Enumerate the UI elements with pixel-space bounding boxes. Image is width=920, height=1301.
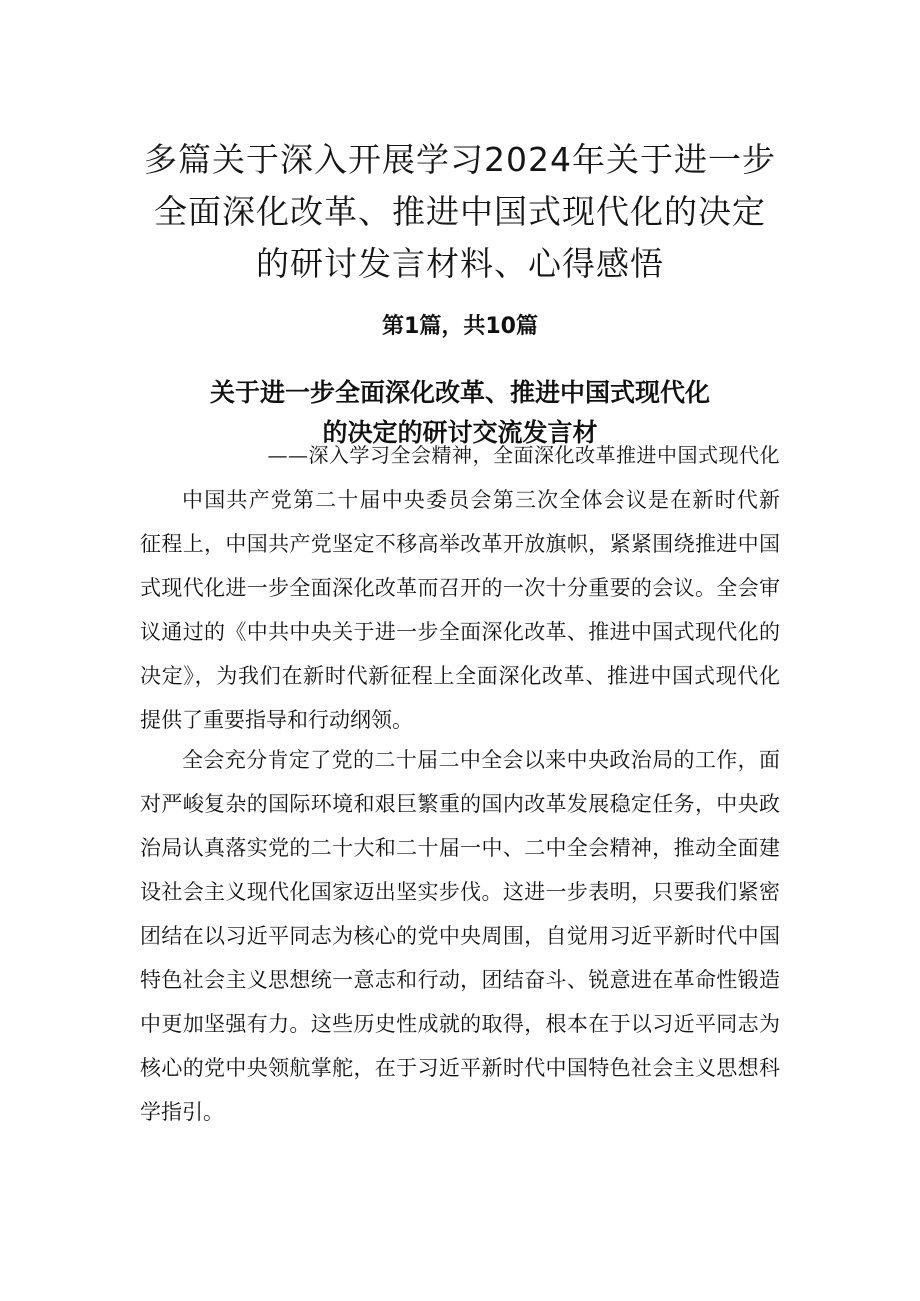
paragraph-line: 议通过的《中共中央关于进一步全面深化改革、推进中国式现代化的 bbox=[140, 620, 780, 644]
paragraph-line: 团结在以习近平同志为核心的党中央周围，自觉用习近平新时代中国 bbox=[140, 924, 780, 948]
article-subtitle: ——深入学习全会精神，全面深化改革推进中国式现代化 bbox=[267, 443, 780, 467]
paragraph-line: 决定》，为我们在新时代新征程上全面深化改革、推进中国式现代化 bbox=[140, 664, 780, 688]
paragraph-line: 设社会主义现代化国家迈出坚实步伐。这进一步表明，只要我们紧密 bbox=[140, 880, 780, 904]
main-title-line: 全面深化改革、推进中国式现代化的决定 bbox=[154, 192, 766, 232]
article-title-line: 关于进一步全面深化改革、推进中国式现代化 bbox=[209, 377, 710, 407]
paragraph-line: 全会充分肯定了党的二十届二中全会以来中央政治局的工作，面 bbox=[182, 748, 780, 772]
paragraph-line: 治局认真落实党的二十大和二十届一中、二中全会精神，推动全面建 bbox=[140, 836, 780, 860]
article-index: 第1篇，共10篇 bbox=[382, 314, 538, 339]
paragraph-line: 提供了重要指导和行动纲领。 bbox=[140, 708, 413, 732]
article-title-line: 的决定的研讨交流发言材 bbox=[322, 417, 598, 447]
paragraph-1 bbox=[140, 478, 780, 742]
main-title bbox=[60, 134, 860, 290]
paragraph-line: 学指引。 bbox=[140, 1100, 224, 1124]
paragraph-line: 对严峻复杂的国际环境和艰巨繁重的国内改革发展稳定任务，中央政 bbox=[140, 792, 780, 816]
paragraph-line: 中更加坚强有力。这些历史性成就的取得，根本在于以习近平同志为 bbox=[140, 1012, 780, 1036]
paragraph-2 bbox=[140, 738, 780, 1134]
paragraph-line: 特色社会主义思想统一意志和行动，团结奋斗、锐意进在革命性锻造 bbox=[140, 968, 780, 992]
main-title-line: 的研讨发言材料、心得感悟 bbox=[256, 244, 664, 284]
paragraph-line: 式现代化进一步全面深化改革而召开的一次十分重要的会议。全会审 bbox=[140, 576, 780, 600]
main-title-line: 多篇关于深入开展学习2024年关于进一步 bbox=[144, 140, 776, 180]
paragraph-line: 核心的党中央领航掌舵，在于习近平新时代中国特色社会主义思想科 bbox=[140, 1056, 780, 1080]
paragraph-line: 征程上，中国共产党坚定不移高举改革开放旗帜，紧紧围绕推进中国 bbox=[140, 532, 780, 556]
paragraph-line: 中国共产党第二十届中央委员会第三次全体会议是在新时代新 bbox=[182, 488, 780, 512]
